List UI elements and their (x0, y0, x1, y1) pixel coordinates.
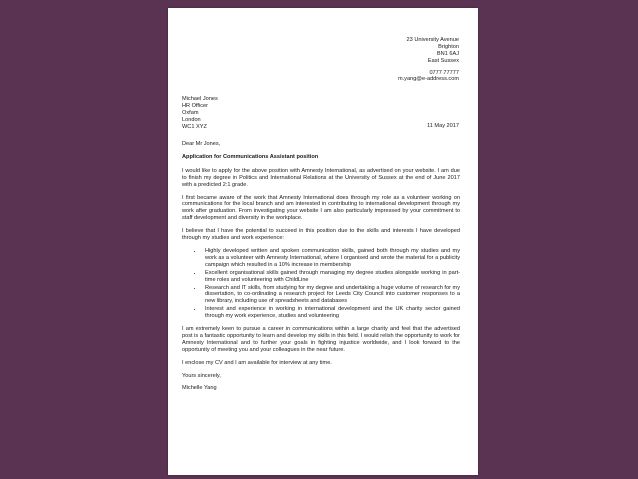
skills-list (182, 248, 460, 320)
sender-town: Brighton (438, 43, 459, 50)
recipient-title: HR Officer (182, 102, 209, 109)
sender-street: 23 University Avenue (406, 37, 459, 43)
signature-name: Michelle Yang (182, 385, 217, 392)
sender-email: m.yang@e-address.com (397, 76, 459, 83)
recipient-name: Michael Jones (182, 96, 218, 102)
skills-list-item: • Interest and experience in working in international development and the UK charity sector gained through my work experience, studies and volunteering (203, 306, 460, 320)
recipient-org: Oxfam (182, 109, 199, 116)
signoff: Yours sincerely, (182, 372, 221, 379)
subject-line: Application for Communications Assistant position (182, 153, 319, 160)
skills-list-item: • Research and IT skills, from studying for my degree and undertaking a huge volume of research for my dissertation, to co-ordinating a research project for Leeds City Council into customer responses to a new library, including use of spreadsheets and databases (203, 285, 460, 306)
paragraph-awareness: I first became aware of the work that Amnesty International does through my role as a volunteer working on communications for the local branch and am interested in contributing to international development through my work after graduation. From investigating your website I am also particularly impressed by your commitment to staff development and diversity in the workplace. (182, 194, 460, 222)
paragraph-motivation: I am extremely keen to pursue a career in communications within a large charity and feel that the advertised post is a fantastic opportunity to learn and develop my skills in this field. I would relish the opportunity to work for Amnesty International and to further your goals in fighting injustice worldwide, and I look forward to the opportunity of meeting you and your colleagues in the near future. (182, 326, 460, 353)
recipient-postcode: WC1 XYZ (182, 123, 207, 130)
skills-list-item: • Highly developed written and spoken communication skills, gained both through my studies and my work as a volunteer with Amnesty International, where I organised and wrote the material for a publicity campaign which resulted in a 10% increase in membership (203, 248, 460, 269)
salutation: Dear Mr Jones, (182, 141, 221, 147)
skills-list-item: • Excellent organisational skills gained through managing my degree studies alongside working in part-time roles and volunteering with ChildLine (203, 270, 460, 284)
paragraph-intro: I would like to apply for the above position with Amnesty International, as advertised on your website. I am due to finish my degree in Politics and International Relations at the University of Sussex at the end of June 2017 with a predicted 2:1 grade. (182, 167, 460, 188)
letter-page (168, 8, 478, 475)
sender-phone: 0777 77777 (429, 69, 459, 76)
paragraph-skills-lead: I believe that I have the potential to succeed in this position due to the skills and interests I have developed through my studies and work experience: (182, 228, 460, 242)
sender-address (398, 37, 459, 83)
letter-body (182, 141, 460, 398)
sender-postcode: BN1 6AJ (436, 50, 459, 57)
paragraph-enclosure: I enclose my CV and I am available for interview at any time. (182, 359, 332, 366)
recipient-address (182, 96, 218, 130)
letter-date: 11 May 2017 (427, 123, 459, 129)
recipient-city: London (182, 116, 201, 123)
sender-county: East Sussex (427, 57, 459, 64)
